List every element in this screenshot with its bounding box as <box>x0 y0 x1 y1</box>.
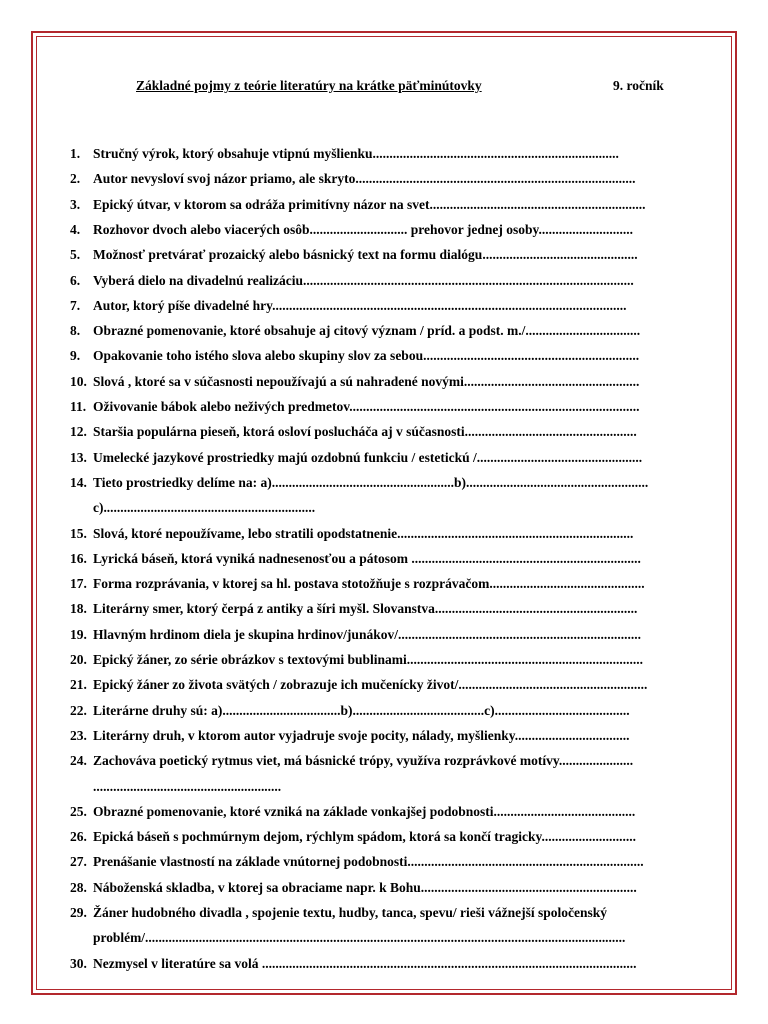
question-continuation: problém/............................................................................................................................................... <box>93 930 626 946</box>
question-item <box>70 827 720 847</box>
question-text: Epická báseň s pochmúrnym dejom, rýchlym spádom, ktorá sa končí tragicky............................ <box>93 829 637 845</box>
question-number: 22. <box>70 702 87 718</box>
question-continuation: c)............................................................... <box>93 500 316 516</box>
question-item <box>70 422 720 442</box>
question-item <box>70 321 720 341</box>
header <box>0 78 768 98</box>
question-text: Obrazné pomenovanie, ktoré vzniká na základe vonkajšej podobnosti.......................................... <box>93 803 636 819</box>
question-number: 9. <box>70 348 81 364</box>
question-number: 6. <box>70 272 81 288</box>
question-text: Prenášanie vlastností na základe vnútornej podobnosti...................................................................... <box>93 854 644 870</box>
question-text: Obrazné pomenovanie, ktoré obsahuje aj citový význam / príd. a podst. m./.................................. <box>93 323 641 339</box>
question-item <box>70 346 720 366</box>
question-number: 10. <box>70 373 87 389</box>
question-number: 23. <box>70 727 87 743</box>
question-text: Epický žáner, zo série obrázkov s textovými bublinami...................................................................... <box>93 652 643 667</box>
question-number: 28. <box>70 879 87 895</box>
question-number: 20. <box>70 652 87 667</box>
question-text: Hlavným hrdinom diela je skupina hrdinov/junákov/........................................................................ <box>93 626 641 642</box>
question-number: 21. <box>70 677 87 693</box>
question-item <box>70 397 720 417</box>
question-text: Slová, ktoré nepoužívame, lebo stratili opodstatnenie...................................................................... <box>93 525 634 541</box>
question-text: Náboženská skladba, v ktorej sa obraciame napr. k Bohu................................................................ <box>93 879 637 895</box>
question-item <box>70 599 720 619</box>
question-number: 18. <box>70 601 87 617</box>
question-text: Vyberá dielo na divadelnú realizáciu.................................................................................................. <box>93 272 634 288</box>
question-item <box>70 195 720 215</box>
question-text: Autor, ktorý píše divadelné hry......................................................................................................... <box>93 297 627 313</box>
question-text: Epický žáner zo života svätých / zobrazuje ich mučenícky život/........................................................ <box>93 677 648 693</box>
question-item <box>70 903 720 923</box>
question-text: Autor nevysloví svoj názor priamo, ale skryto................................................................................... <box>93 171 636 187</box>
question-item <box>70 524 720 544</box>
question-number: 7. <box>70 297 81 313</box>
question-text: Tieto prostriedky delíme na: a)......................................................b)...................................................... <box>93 474 649 490</box>
question-number: 4. <box>70 221 81 237</box>
question-item <box>70 549 720 569</box>
question-text: Epický útvar, v ktorom sa odráža primitívny názor na svet................................................................ <box>93 196 646 212</box>
question-item <box>70 245 720 265</box>
question-item <box>70 296 720 316</box>
question-item <box>70 726 720 746</box>
question-number: 12. <box>70 424 87 440</box>
question-text: Literárne druhy sú: a)...................................b).......................................c)........................................ <box>93 702 630 718</box>
question-number: 3. <box>70 196 81 212</box>
question-number: 16. <box>70 550 87 566</box>
question-item <box>70 574 720 594</box>
question-number: 29. <box>70 905 87 920</box>
question-text: Opakovanie toho istého slova alebo skupiny slov za sebou................................................................ <box>93 348 640 364</box>
question-number: 8. <box>70 323 81 339</box>
question-text: Staršia populárna pieseň, ktorá osloví poslucháča aj v súčasnosti................................................... <box>93 424 637 440</box>
question-text: Forma rozprávania, v ktorej sa hl. postava stotožňuje s rozprávačom.............................................. <box>93 576 645 592</box>
question-item <box>70 169 720 189</box>
question-item <box>70 701 720 721</box>
question-number: 30. <box>70 955 87 971</box>
question-item <box>70 675 720 695</box>
question-item <box>70 473 720 493</box>
question-number: 17. <box>70 576 87 592</box>
question-text: Zachováva poetický rytmus viet, má básnické trópy, využíva rozprávkové motívy...................... <box>93 753 634 769</box>
question-number: 26. <box>70 829 87 845</box>
question-number: 27. <box>70 854 87 870</box>
question-item <box>70 751 720 771</box>
question-item <box>70 144 720 164</box>
question-item <box>70 650 720 670</box>
question-text: Umelecké jazykové prostriedky majú ozdobnú funkciu / estetickú /................................................. <box>93 449 643 465</box>
question-item <box>70 220 720 240</box>
grade-label: 9. ročník <box>613 78 664 93</box>
question-number: 15. <box>70 525 87 541</box>
question-text: Lyrická báseň, ktorá vyniká nadnesenosťou a pátosom .................................................................... <box>93 550 641 566</box>
question-continuation: ........................................................ <box>93 778 282 794</box>
question-text: Literárny smer, ktorý čerpá z antiky a šíri myšl. Slovanstva............................................................ <box>93 601 638 617</box>
question-text: Oživovanie bábok alebo neživých predmetov...................................................................................... <box>93 399 640 414</box>
question-item <box>70 625 720 645</box>
question-item <box>70 448 720 468</box>
question-number: 5. <box>70 247 81 263</box>
question-item <box>70 271 720 291</box>
question-number: 25. <box>70 803 87 819</box>
question-item <box>70 878 720 898</box>
question-text: Rozhovor dvoch alebo viacerých osôb............................. prehovor jednej osoby............................ <box>93 221 634 237</box>
question-number: 11. <box>70 399 87 414</box>
question-item <box>70 802 720 822</box>
question-number: 2. <box>70 171 81 187</box>
page-title: Základné pojmy z teórie literatúry na krátke päťminútovky <box>136 78 482 93</box>
question-number: 14. <box>70 474 87 490</box>
question-text: Stručný výrok, ktorý obsahuje vtipnú myšlienku......................................................................... <box>93 146 619 161</box>
question-number: 19. <box>70 626 87 642</box>
question-item <box>70 852 720 872</box>
question-text: Literárny druh, v ktorom autor vyjadruje svoje pocity, nálady, myšlienky.................................. <box>93 727 630 743</box>
question-item <box>70 372 720 392</box>
question-number: 24. <box>70 753 87 769</box>
question-number: 13. <box>70 449 87 465</box>
question-text: Možnosť pretvárať prozaický alebo básnický text na formu dialógu.............................................. <box>93 247 638 263</box>
question-text: Slová , ktoré sa v súčasnosti nepoužívajú a sú nahradené novými.................................................... <box>93 373 640 389</box>
question-number: 1. <box>70 146 81 161</box>
question-text: Žáner hudobného divadla , spojenie textu, hudby, tanca, spevu/ rieši vážnejší spoločenský <box>93 905 607 920</box>
question-text: Nezmysel v literatúre sa volá ............................................................................................................... <box>93 955 637 971</box>
question-item <box>70 954 720 974</box>
